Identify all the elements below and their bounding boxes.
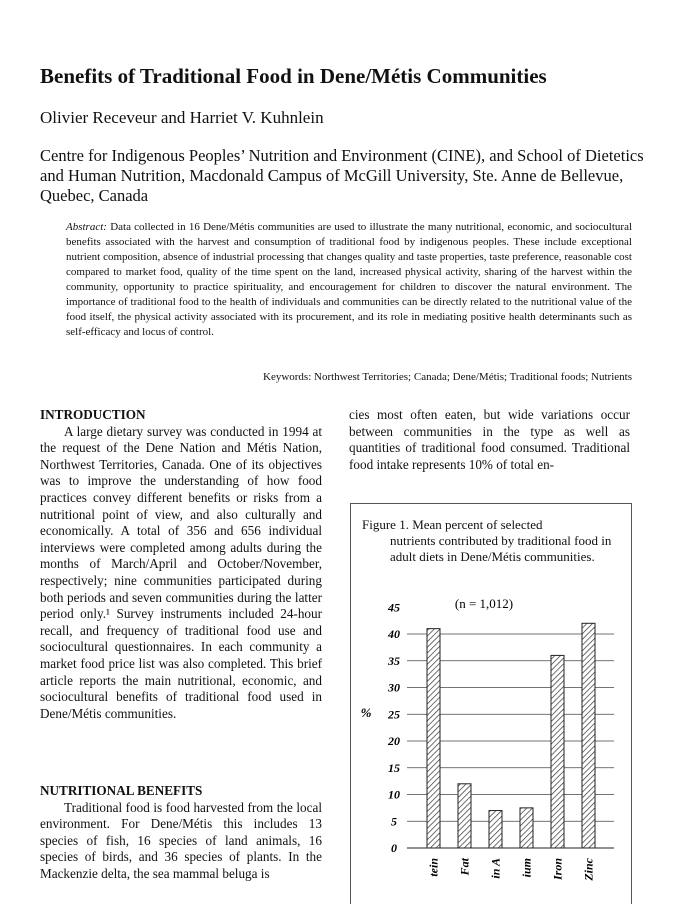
introduction-section <box>40 407 322 722</box>
paper-title: Benefits of Traditional Food in Dene/Métis Communities <box>40 64 547 88</box>
right-column-text: cies most often eaten, but wide variations occur between communities in the type as well as quantities of traditional food consumed. Traditional food intake represents 10% of total en- <box>349 407 630 472</box>
abstract-text: Data collected in 16 Dene/Métis communities are used to illustrate the many nutritional, economic, and sociocultural benefits associated with the harvest and consumption of traditional food by indigenous peoples. These include exceptional nutrient composition, absence of industrial processing that changes quality and taste properties, taste preference, reasonable cost compared to market food, quality of the time spent on the land, increased physical activity, sharing of the harvest within the community, opportunity to practice spirituality, and encouragement for children to discover the natural environment. The importance of traditional food to the health of individuals and communities can be directly related to the nutritional value of the food itself, the physical activity associated with its procurement, and its role in mediating positive health determinants such as self-efficacy and locus of control. <box>66 221 633 338</box>
category-label-0: tein <box>426 858 441 877</box>
introduction-heading: INTRODUCTION <box>40 407 146 422</box>
figure-caption-first-line: Figure 1. Mean percent of selected <box>362 517 543 532</box>
nutritional-benefits-heading: NUTRITIONAL BENEFITS <box>40 783 203 798</box>
bar-5 <box>582 623 595 848</box>
chart-annotation: (n = 1,012) <box>454 596 514 611</box>
category-label-5: Zinc <box>581 858 596 881</box>
category-label-3: ium <box>519 858 534 878</box>
chart-y-ticks <box>387 600 400 855</box>
bar-3 <box>520 808 533 848</box>
nutritional-benefits-paragraph: Traditional food is food harvested from the local environment. For Dene/Métis this includes 13 species of fish, 16 species of land animals, 16 species of birds, and 36 species of plants. In the Mackenzie delta, the sea mammal beluga is <box>40 799 322 881</box>
nutritional-benefits-section <box>40 783 322 883</box>
affiliation: Centre for Indigenous Peoples’ Nutrition and Environment (CINE), and School of Dietetics and Human Nutrition, Macdonald Campus of McGill University, Ste. Anne de Bellevue, Quebec, Canada <box>40 146 644 205</box>
y-tick-label-1: 5 <box>391 814 397 829</box>
chart-category-labels <box>427 857 596 881</box>
bar-4 <box>551 655 564 848</box>
abstract-label: Abstract: <box>66 221 107 233</box>
bar-1 <box>458 784 471 848</box>
category-label-2: in A <box>488 858 503 879</box>
authors: Olivier Receveur and Harriet V. Kuhnlein <box>40 108 324 127</box>
keywords: Keywords: Northwest Territories; Canada; Dene/Métis; Traditional foods; Nutrients <box>263 371 632 383</box>
y-tick-label-5: 25 <box>388 707 400 722</box>
bar-2 <box>489 811 502 848</box>
y-tick-label-0: 0 <box>391 841 397 855</box>
figure-caption-rest: nutrients contributed by traditional food in adult diets in Dene/Métis communities. <box>390 533 612 564</box>
figure-caption <box>362 517 622 565</box>
y-axis-label: % <box>360 705 372 720</box>
y-tick-label-8: 40 <box>388 627 400 641</box>
category-label-4: Iron <box>550 858 565 881</box>
nutrient-bar-chart <box>352 592 622 882</box>
y-tick-label-2: 10 <box>388 787 400 802</box>
y-tick-label-6: 30 <box>388 680 400 695</box>
y-tick-label-4: 20 <box>388 734 400 748</box>
y-tick-label-7: 35 <box>388 653 400 668</box>
y-tick-label-3: 15 <box>388 760 400 775</box>
abstract <box>66 220 632 340</box>
y-tick-label-9: 45 <box>388 600 400 615</box>
introduction-paragraph: A large dietary survey was conducted in 1994 at the request of the Dene Nation and Métis Nation, Northwest Territories, Canada. One of its objectives was to improve the understanding of how food practices convey different benefits or risks from a nutritional point of view, and also culturally and economically. A total of 356 and 656 individual interviews were completed among adults during the months of March/April and October/November, respectively; nine communities participated during both periods and seven communities during the latter period only.¹ Survey instruments included 24-hour recall, and frequency of traditional food use and sociocultural questionnaires. In each community a market food price list was also completed. This brief article reports the main nutritional, economic, and sociocultural benefits of traditional food used in Dene/Métis communities. <box>40 423 322 721</box>
category-label-1: Fat <box>457 858 472 876</box>
chart-bars <box>427 623 595 848</box>
bar-0 <box>427 629 440 848</box>
